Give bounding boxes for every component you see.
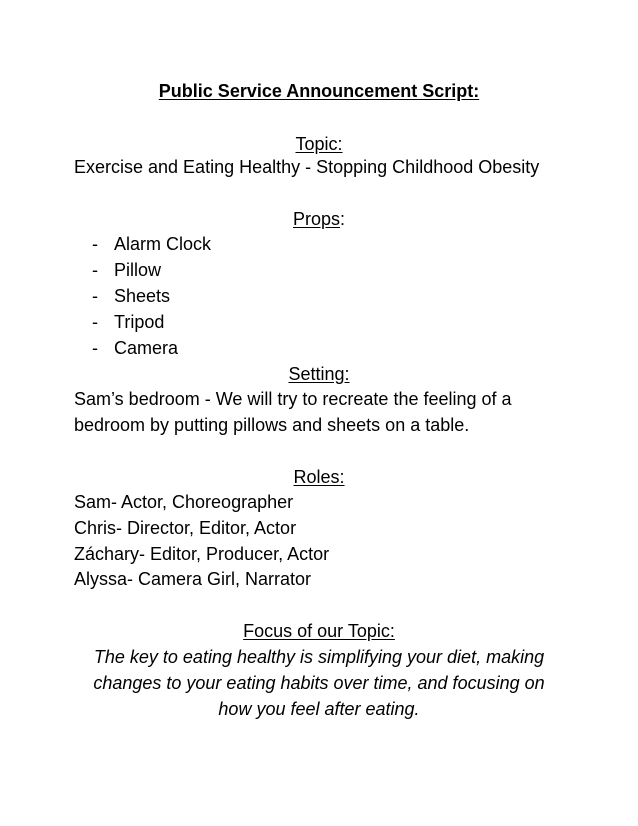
props-item: Alarm Clock [114,234,212,254]
props-item: Pillow [114,260,162,280]
list-bullet: - [92,260,98,280]
setting-text-line: Sam’s bedroom - We will try to recreate the feeling of a [74,389,512,409]
props-item: Camera [114,338,179,358]
list-bullet: - [92,338,98,358]
focus-text-line: changes to your eating habits over time, and focusing on [93,673,545,693]
list-item [92,311,164,333]
props-heading: Props [292,209,340,229]
setting-text-line: bedroom by putting pillows and sheets on a table. [74,415,470,435]
list-bullet: - [92,286,98,306]
roles-heading: Roles: [293,467,345,487]
focus-text-line: The key to eating healthy is simplifying your diet, making [93,647,545,667]
setting-heading: Setting: [288,364,350,384]
topic-heading: Topic: [295,134,343,154]
role-item: Chris- Director, Editor, Actor [74,518,297,538]
role-item: Záchary- Editor, Producer, Actor [74,544,330,564]
list-item [92,285,170,307]
focus-heading: Focus of our Topic: [243,621,395,641]
list-item [92,259,161,281]
props-item: Tripod [114,312,165,332]
list-item [92,337,178,359]
role-item: Alyssa- Camera Girl, Narrator [74,569,312,589]
props-heading-colon: : [340,209,346,229]
props-heading-line [0,208,638,230]
role-item: Sam- Actor, Choreographer [74,492,294,512]
props-item: Sheets [114,286,171,306]
list-bullet: - [92,312,98,332]
topic-text: Exercise and Eating Healthy - Stopping Childhood Obesity [74,157,540,177]
list-bullet: - [92,234,98,254]
list-item [92,233,211,255]
focus-text-line: how you feel after eating. [218,699,420,719]
document-title: Public Service Announcement Script: [158,81,480,101]
